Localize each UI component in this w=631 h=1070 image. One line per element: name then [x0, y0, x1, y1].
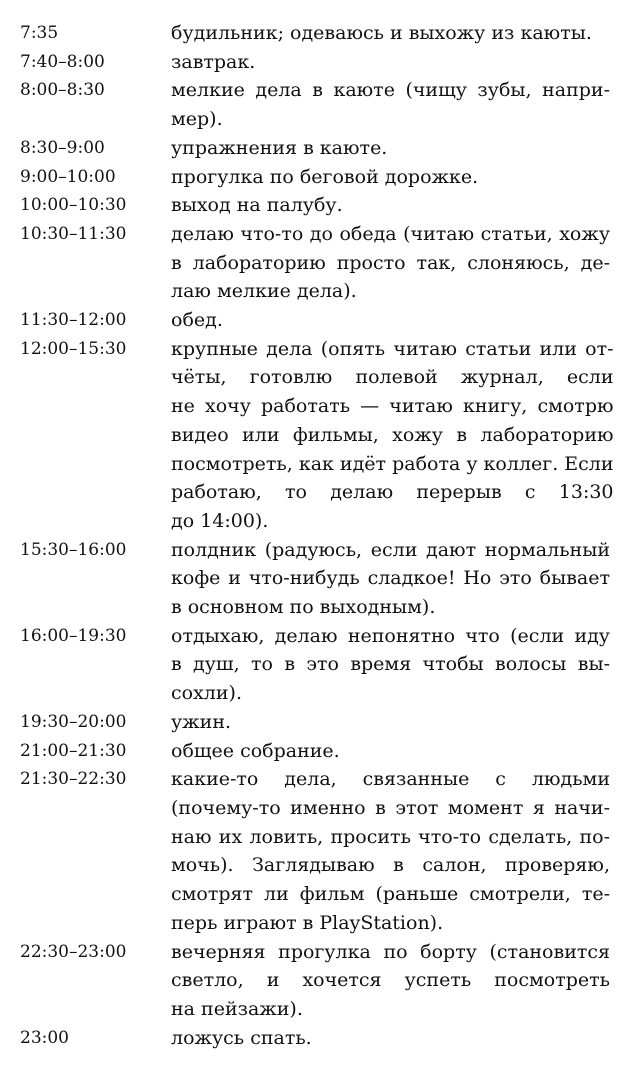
schedule-entry — [20, 134, 610, 163]
description-line: не хочу работать — читаю книгу, смотрю — [171, 395, 614, 418]
schedule-entry — [20, 220, 610, 306]
description-line: в душ, то в это время чтобы волосы вы- — [171, 653, 610, 676]
schedule-description — [171, 1024, 610, 1053]
schedule-time: 11:30–12:00 — [20, 310, 127, 331]
schedule-entry — [20, 622, 610, 708]
description-line: работаю, то делаю перерыв с 13:30 — [171, 481, 614, 504]
description-line: ложусь спать. — [171, 1026, 312, 1049]
schedule-time: 8:30–9:00 — [20, 137, 105, 158]
schedule-time: 23:00 — [20, 1027, 69, 1048]
description-line: полдник (радуюсь, если дают нормальный — [171, 538, 610, 561]
schedule-time: 22:30–23:00 — [20, 941, 127, 962]
description-line: смотрят ли фильм (раньше смотрели, те- — [171, 883, 610, 906]
schedule-entry — [20, 737, 610, 766]
schedule-description — [171, 938, 610, 1024]
description-line: сохли). — [171, 682, 242, 705]
schedule-entry — [20, 938, 610, 1024]
description-line: в основном по выходным). — [171, 596, 436, 619]
description-line: мочь). Заглядываю в салон, проверяю, — [171, 854, 610, 877]
description-line: какие-то дела, связанные с людьми — [171, 768, 610, 791]
schedule-description — [171, 163, 610, 192]
description-line: ужин. — [171, 710, 232, 733]
description-line: светло, и хочется успеть посмотреть — [171, 969, 610, 992]
schedule-time: 9:00–10:00 — [20, 166, 116, 187]
description-line: лаю мелкие дела). — [171, 280, 357, 303]
description-line: в лабораторию просто так, слоняюсь, де- — [171, 251, 610, 274]
schedule-description — [171, 19, 610, 48]
schedule-time: 15:30–16:00 — [20, 539, 127, 560]
schedule-entry — [20, 19, 610, 48]
description-line: делаю что-то до обеда (читаю статьи, хожу — [171, 222, 610, 245]
schedule-entry — [20, 536, 610, 622]
schedule-description — [171, 220, 610, 306]
schedule-time: 21:00–21:30 — [20, 740, 127, 761]
schedule-time: 12:00–15:30 — [20, 338, 127, 359]
description-line: (почему-то именно в этот момент я начи- — [171, 796, 610, 819]
description-line: мер). — [171, 108, 223, 131]
schedule-description — [171, 737, 610, 766]
description-line: посмотреть, как идёт работа у коллег. Если — [171, 452, 614, 475]
description-line: будильник; одеваюсь и выхожу из каюты. — [171, 22, 592, 44]
description-line: на пейзажи). — [171, 997, 303, 1020]
schedule-description — [171, 536, 610, 622]
description-line: мелкие дела в каюте (чищу зубы, напри- — [171, 79, 610, 102]
description-line: прогулка по беговой дорожке. — [171, 165, 479, 188]
schedule-time: 10:00–10:30 — [20, 195, 127, 216]
schedule-description — [171, 622, 610, 708]
description-line: перь играют в PlayStation). — [171, 911, 444, 934]
schedule-description — [171, 48, 610, 77]
schedule-description — [171, 76, 610, 133]
description-line: вечерняя прогулка по борту (становится — [171, 940, 610, 963]
schedule-description — [171, 134, 610, 163]
schedule-entry — [20, 765, 610, 937]
schedule-time: 19:30–20:00 — [20, 711, 127, 732]
schedule-time: 10:30–11:30 — [20, 223, 127, 244]
schedule-time: 7:35 — [20, 23, 59, 43]
description-line: отдыхаю, делаю непонятно что (если иду — [171, 624, 610, 647]
schedule-time: 8:00–8:30 — [20, 80, 105, 101]
schedule-entry — [20, 708, 610, 737]
description-line: чёты, готовлю полевой журнал, если — [171, 366, 614, 389]
description-line: общее собрание. — [171, 739, 340, 762]
schedule-entry — [20, 191, 610, 220]
daily-schedule — [20, 19, 614, 1052]
schedule-description — [171, 191, 610, 220]
description-line: выход на палубу. — [171, 194, 343, 217]
description-line: обед. — [171, 309, 223, 332]
schedule-entry — [20, 1024, 610, 1053]
schedule-entry — [20, 163, 610, 192]
schedule-time: 16:00–19:30 — [20, 625, 127, 646]
description-line: кофе и что-нибудь сладкое! Но это бывает — [171, 567, 610, 590]
schedule-time: 7:40–8:00 — [20, 51, 105, 72]
schedule-entry — [20, 76, 610, 133]
schedule-description — [171, 765, 610, 937]
schedule-entry — [20, 306, 610, 335]
description-line: наю их ловить, просить что-то сделать, по- — [171, 825, 610, 848]
schedule-description — [171, 306, 610, 335]
description-line: упражнения в каюте. — [171, 136, 388, 159]
schedule-description — [171, 335, 614, 536]
description-line: завтрак. — [171, 50, 256, 73]
description-line: до 14:00). — [171, 509, 269, 532]
description-line: крупные дела (опять читаю статьи или от- — [171, 337, 614, 360]
schedule-entry — [20, 335, 614, 536]
description-line: видео или фильмы, хожу в лабораторию — [171, 423, 614, 446]
schedule-description — [171, 708, 610, 737]
schedule-time: 21:30–22:30 — [20, 769, 127, 790]
schedule-entry — [20, 48, 610, 77]
